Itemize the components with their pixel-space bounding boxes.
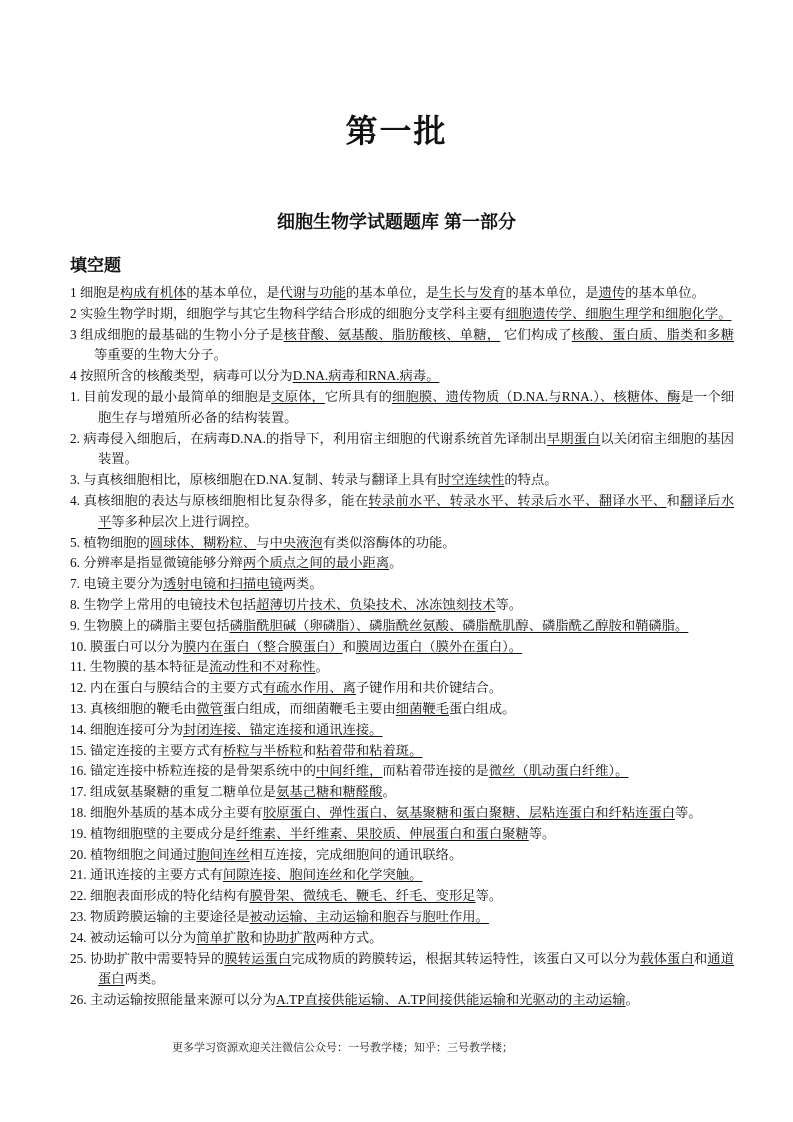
question-item bbox=[70, 782, 734, 803]
question-number: 6. bbox=[70, 555, 84, 571]
question-item bbox=[70, 637, 734, 658]
question-text: 分辨率是指显微镜能够分辩 bbox=[83, 555, 243, 571]
question-item bbox=[70, 761, 734, 782]
question-text: 两种方式。 bbox=[316, 929, 383, 945]
answer-blank: D.NA.病毒和RNA.病毒。 bbox=[292, 368, 440, 384]
question-item bbox=[70, 574, 734, 595]
question-text: 有类似溶酶体的功能。 bbox=[322, 534, 456, 550]
question-text: 的特点。 bbox=[504, 472, 558, 488]
question-number: 1. bbox=[70, 388, 84, 404]
answer-blank: 中间纤维， bbox=[316, 763, 383, 779]
question-item bbox=[70, 533, 734, 554]
question-text: 两类。 bbox=[124, 971, 165, 987]
answer-blank: 胞间连丝 bbox=[196, 846, 250, 862]
answer-blank: 早期蛋白 bbox=[546, 430, 601, 446]
question-text: 病毒侵入细胞后，在病毒D.NA.的指导下，利用宿主细胞的代谢系统首先译制出 bbox=[83, 430, 547, 446]
answer-blank: 膜骨架、微绒毛、鞭毛、纤毛、变形足 bbox=[249, 888, 476, 904]
question-text: 植物细胞之间通过 bbox=[89, 846, 197, 862]
question-text: 等重要的生物大分子。 bbox=[94, 347, 227, 363]
answer-blank: 代谢与功能 bbox=[279, 285, 346, 300]
question-text: 和 bbox=[249, 929, 263, 945]
question-item bbox=[70, 865, 734, 886]
question-number: 1 bbox=[70, 285, 80, 300]
question-text: 与真核细胞相比，原核细胞在D.NA.复制、转录与翻译上具有 bbox=[83, 472, 438, 488]
question-text: 物质跨膜运输的主要途径是 bbox=[89, 908, 250, 924]
question-number: 21. bbox=[70, 867, 90, 883]
question-number: 4 bbox=[70, 368, 80, 384]
question-text: 与 bbox=[256, 534, 270, 550]
question-number: 8. bbox=[70, 596, 84, 612]
question-item bbox=[70, 387, 734, 429]
question-text: 和 bbox=[693, 950, 708, 966]
answer-blank: 遗传 bbox=[598, 285, 626, 300]
question-text: 它所具有的 bbox=[324, 388, 392, 404]
answer-blank: 间隙连接、胞间连丝和化学突触。 bbox=[222, 867, 423, 883]
question-text: 和 bbox=[342, 638, 356, 654]
question-text: 生物膜的基本特征是 bbox=[89, 659, 210, 675]
question-item bbox=[70, 699, 734, 720]
question-text: 完成物质的跨膜转运，根据其转运特性，该蛋白又可以分为 bbox=[291, 950, 641, 966]
question-text: 两类。 bbox=[282, 576, 323, 592]
question-number: 2. bbox=[70, 430, 84, 446]
question-text: 相互连接，完成细胞间的通讯联络。 bbox=[249, 846, 463, 862]
answer-blank: 膜周边蛋白（膜外在蛋白）。 bbox=[355, 638, 523, 654]
question-text: 实验生物学时期，细胞学与其它生物科学结合形成的细胞分支学科主要有 bbox=[79, 305, 506, 321]
question-item bbox=[70, 678, 734, 699]
answer-blank: 两个质点之间的最小距离 bbox=[242, 555, 390, 571]
answer-blank: 超薄切片技术、负染技术、冰冻蚀刻技术 bbox=[256, 596, 496, 612]
question-text: 按照所含的核酸类型，病毒可以分为 bbox=[79, 368, 293, 384]
question-item bbox=[70, 429, 734, 471]
answer-blank: 纤维素、半纤维素、果胶质、伸展蛋白和蛋白聚糖 bbox=[236, 825, 529, 841]
question-number: 13. bbox=[70, 700, 90, 716]
question-number: 17. bbox=[70, 784, 90, 800]
answer-blank: 中央液泡 bbox=[269, 534, 323, 550]
answer-blank: 胶原蛋白、弹性蛋白、氨基聚糖和蛋白聚糖、层粘连蛋白和纤粘连蛋白 bbox=[262, 804, 676, 820]
question-list bbox=[70, 283, 734, 1011]
question-number: 3 bbox=[70, 326, 81, 342]
question-text: 的基本单位，是 bbox=[345, 285, 439, 300]
answer-blank: 支原体， bbox=[271, 388, 325, 404]
question-item bbox=[70, 553, 734, 574]
answer-blank: 核苷酸、氨基酸、脂肪酸核、单糖， bbox=[283, 326, 501, 342]
question-text: 以关闭宿主细胞的基因装置。 bbox=[98, 430, 734, 467]
question-text: 生物学上常用的电镜技术包括 bbox=[83, 596, 257, 612]
question-text: 。 bbox=[315, 659, 329, 675]
question-item bbox=[70, 283, 734, 304]
question-item bbox=[70, 470, 734, 491]
answer-blank: 膜转运蛋白 bbox=[224, 950, 292, 966]
answer-blank: 粘着带和粘着斑。 bbox=[316, 742, 423, 758]
question-text: 蛋白组成。 bbox=[448, 700, 516, 716]
question-number: 22. bbox=[70, 888, 90, 904]
answer-blank: 核酸、蛋白质、脂类和多糖 bbox=[571, 326, 735, 342]
question-text: 和 bbox=[302, 742, 316, 758]
question-number: 20. bbox=[70, 846, 90, 862]
answer-blank: 协助扩散 bbox=[262, 929, 316, 945]
answer-blank: 流动性和不对称性 bbox=[209, 659, 316, 675]
answer-blank: 翻译后水平 bbox=[98, 492, 735, 529]
question-text: 。 bbox=[382, 784, 396, 800]
question-item bbox=[70, 491, 734, 533]
answer-blank: 圆球体、糊粉粒、 bbox=[149, 534, 257, 550]
question-item bbox=[70, 949, 734, 991]
question-number: 24. bbox=[70, 929, 90, 945]
answer-blank: 氨基己糖和糖醛酸 bbox=[276, 784, 383, 800]
question-number: 26. bbox=[70, 992, 90, 1008]
answer-blank: 生长与发育 bbox=[439, 285, 506, 300]
question-text: 和 bbox=[666, 492, 681, 508]
question-text: 等多种层次上进行调控。 bbox=[111, 513, 258, 529]
question-item bbox=[70, 824, 734, 845]
answer-blank: 磷脂酰胆碱（卵磷脂）、磷脂酰丝氨酸、磷脂酰肌醇、磷脂酰乙醇胺和鞘磷脂。 bbox=[229, 617, 689, 633]
answer-blank: 细胞膜、遗传物质（D.NA.与RNA.）、核糖体、酶 bbox=[391, 388, 681, 404]
question-number: 11. bbox=[70, 659, 90, 675]
question-number: 4. bbox=[70, 492, 84, 508]
question-text: 锚定连接中桥粒连接的是骨架系统中的 bbox=[89, 763, 316, 779]
question-number: 18. bbox=[70, 804, 90, 820]
question-text: 的基本单位，是 bbox=[505, 285, 599, 300]
question-number: 12. bbox=[70, 680, 90, 696]
document-subtitle: 细胞生物学试题题库 第一部分 bbox=[277, 212, 516, 232]
question-item bbox=[70, 845, 734, 866]
answer-blank: 简单扩散 bbox=[196, 929, 250, 945]
question-item bbox=[70, 595, 734, 616]
question-text: 的基本单位。 bbox=[625, 285, 705, 300]
question-number: 9. bbox=[70, 617, 84, 633]
question-text: 等。 bbox=[495, 596, 523, 612]
question-text: 组成细胞的最基础的生物小分子是 bbox=[80, 326, 284, 342]
answer-blank: 通道蛋白 bbox=[98, 950, 735, 987]
question-text: 真核细胞的表达与原核细胞相比复杂得多，能在 bbox=[83, 492, 369, 508]
question-number: 3. bbox=[70, 472, 84, 488]
question-text: 是一个细胞生存与增殖所必备的结构装置。 bbox=[98, 388, 735, 425]
question-text: 组成氨基聚糖的重复二糖单位是 bbox=[89, 784, 277, 800]
answer-blank: A.TP直接供能运输、A.TP间接供能运输和光驱动的主动运输 bbox=[276, 992, 626, 1008]
question-text: 植物细胞的 bbox=[83, 534, 150, 550]
question-text: 。 bbox=[389, 555, 403, 571]
question-item bbox=[70, 990, 734, 1011]
question-item bbox=[70, 803, 734, 824]
question-number: 15. bbox=[70, 742, 90, 758]
section-heading: 填空题 bbox=[70, 256, 121, 275]
question-item bbox=[70, 907, 734, 928]
question-item bbox=[70, 928, 734, 949]
question-text: 锚定连接的主要方式有 bbox=[89, 742, 223, 758]
question-item bbox=[70, 657, 734, 678]
answer-blank: 有疏水作用、离 bbox=[262, 680, 356, 696]
question-text: 目前发现的最小最简单的细胞是 bbox=[83, 388, 272, 404]
question-number: 7. bbox=[70, 576, 84, 592]
question-text: 细胞是 bbox=[79, 285, 120, 300]
answer-blank: 被动运输、主动运输和胞吞与胞吐作用。 bbox=[249, 908, 489, 924]
answer-blank: 细菌鞭毛 bbox=[395, 700, 449, 716]
answer-blank: 构成有机体 bbox=[119, 285, 187, 300]
answer-blank: 膜内在蛋白（整合膜蛋白） bbox=[183, 638, 343, 654]
question-text: 真核细胞的鞭毛由 bbox=[89, 700, 197, 716]
question-text: 电镜主要分为 bbox=[83, 576, 164, 592]
question-text: 它们构成了 bbox=[500, 326, 572, 342]
question-text: 内在蛋白与膜结合的主要方式 bbox=[89, 680, 263, 696]
answer-blank: 封闭连接、锚定连接和通讯连接。 bbox=[183, 721, 383, 737]
question-text: 细胞表面形成的特化结构有 bbox=[89, 888, 250, 904]
question-text: 主动运输按照能量来源可以分为 bbox=[89, 992, 277, 1008]
question-text: 膜蛋白可以分为 bbox=[89, 638, 184, 654]
question-text: 等。 bbox=[675, 804, 702, 820]
question-text: 被动运输可以分为 bbox=[89, 929, 197, 945]
question-text: 细胞连接可分为 bbox=[89, 721, 184, 737]
footer-note: 更多学习资源欢迎关注微信公众号：一号教学楼；知乎：三号教学楼； bbox=[172, 1042, 513, 1054]
answer-blank: 微丝（肌动蛋白纤维）。 bbox=[488, 763, 629, 779]
question-text: 生物膜上的磷脂主要包括 bbox=[83, 617, 230, 633]
answer-blank: 时空连续性 bbox=[437, 472, 505, 488]
question-item bbox=[70, 720, 734, 741]
question-text: 通讯连接的主要方式有 bbox=[89, 867, 223, 883]
question-text: 协助扩散中需要特异的 bbox=[90, 950, 225, 966]
question-number: 5. bbox=[70, 534, 84, 550]
page-title: 第一批 bbox=[345, 113, 448, 149]
question-text: 子键作用和共价键结合。 bbox=[355, 680, 503, 696]
question-number: 2 bbox=[70, 305, 80, 321]
answer-blank: 微管 bbox=[196, 700, 223, 716]
answer-blank: 转录前水平、转录水平、转录后水平、翻译水平、 bbox=[368, 492, 667, 508]
question-number: 25. bbox=[70, 950, 91, 966]
question-item bbox=[70, 304, 734, 325]
question-item bbox=[70, 741, 734, 762]
question-text: 而粘着带连接的是 bbox=[382, 763, 489, 779]
answer-blank: 载体蛋白 bbox=[640, 950, 694, 966]
question-item bbox=[70, 886, 734, 907]
question-item bbox=[70, 616, 734, 637]
answer-blank: 桥粒与半桥粒 bbox=[222, 742, 303, 758]
question-number: 19. bbox=[70, 825, 90, 841]
answer-blank: 细胞遗传学、细胞生理学和细胞化学。 bbox=[505, 305, 732, 321]
question-item bbox=[70, 366, 734, 387]
question-text: 。 bbox=[625, 992, 639, 1008]
question-number: 23. bbox=[70, 908, 90, 924]
question-item bbox=[70, 325, 734, 367]
question-number: 16. bbox=[70, 763, 90, 779]
question-text: 等。 bbox=[528, 825, 556, 841]
question-text: 等。 bbox=[475, 888, 503, 904]
question-text: 蛋白组成，而细菌鞭毛主要由 bbox=[222, 700, 396, 716]
question-text: 细胞外基质的基本成分主要有 bbox=[89, 804, 263, 820]
question-number: 10. bbox=[70, 638, 90, 654]
question-text: 植物细胞壁的主要成分是 bbox=[89, 825, 237, 841]
answer-blank: 透射电镜和扫描电镜 bbox=[163, 576, 283, 592]
question-text: 的基本单位，是 bbox=[186, 285, 280, 300]
question-number: 14. bbox=[70, 721, 90, 737]
